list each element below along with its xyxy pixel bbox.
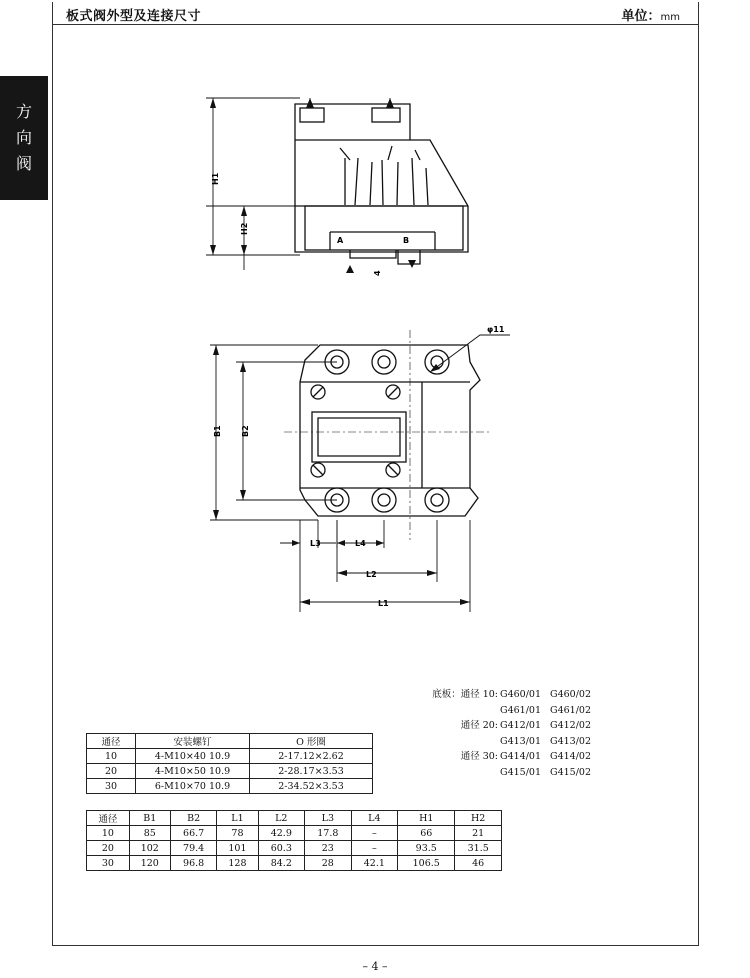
table-row: 30 6-M10×70 10.9 2-34.52×3.53 <box>87 779 373 794</box>
baseplate-row: G413/01 G413/02 <box>500 735 592 747</box>
section-tab-char: 向 <box>15 128 32 147</box>
table-row: 10 85 66.7 78 42.9 17.8 – 66 21 <box>87 826 502 841</box>
label-B1: B1 <box>213 425 222 437</box>
label-4: 4 <box>373 270 382 276</box>
label-H2: H2 <box>240 222 249 235</box>
table-header-row: 通径 B1 B2 L1 L2 L3 L4 H1 H2 <box>87 811 502 826</box>
baseplate-row: G461/01 G461/02 <box>500 704 592 716</box>
label-L1: L1 <box>378 599 389 608</box>
label-L2: L2 <box>366 570 377 579</box>
baseplate-row: 通径 30: G414/01 G414/02 <box>460 751 592 762</box>
label-H1: H1 <box>211 172 220 185</box>
dimension-table <box>86 810 502 871</box>
section-tab-char: 阀 <box>15 154 32 173</box>
label-phi11: φ11 <box>487 325 505 334</box>
label-port-A: A <box>337 236 344 245</box>
table-row: 20 102 79.4 101 60.3 23 – 93.5 31.5 <box>87 841 502 856</box>
label-port-B: B <box>403 236 410 245</box>
label-B2: B2 <box>241 425 250 437</box>
page-title: 板式阀外型及连接尺寸 <box>66 9 202 24</box>
table-row: 30 120 96.8 128 84.2 28 42.1 106.5 46 <box>87 856 502 871</box>
section-tab-char: 方 <box>15 102 32 121</box>
table-header-row: 通径 安装螺钉 O 形圈 <box>87 734 373 749</box>
table-row: 20 4-M10×50 10.9 2-28.17×3.53 <box>87 764 373 779</box>
bolt-oring-table <box>86 733 373 794</box>
baseplate-row: G415/01 G415/02 <box>500 766 592 778</box>
baseplate-list <box>420 687 600 780</box>
table-row: 10 4-M10×40 10.9 2-17.12×2.62 <box>87 749 373 764</box>
front-view-markers <box>210 98 416 273</box>
label-L4: L4 <box>355 539 366 548</box>
baseplate-row: 通径 20: G412/01 G412/02 <box>460 720 592 731</box>
top-view-markers <box>213 345 470 605</box>
top-view <box>210 330 510 612</box>
page-number: – 4 – <box>362 960 388 973</box>
unit-label: 单位：mm <box>621 9 680 24</box>
label-L3: L3 <box>310 539 321 548</box>
baseplate-row: 底板：通径 10: G460/01 G460/02 <box>432 689 592 700</box>
